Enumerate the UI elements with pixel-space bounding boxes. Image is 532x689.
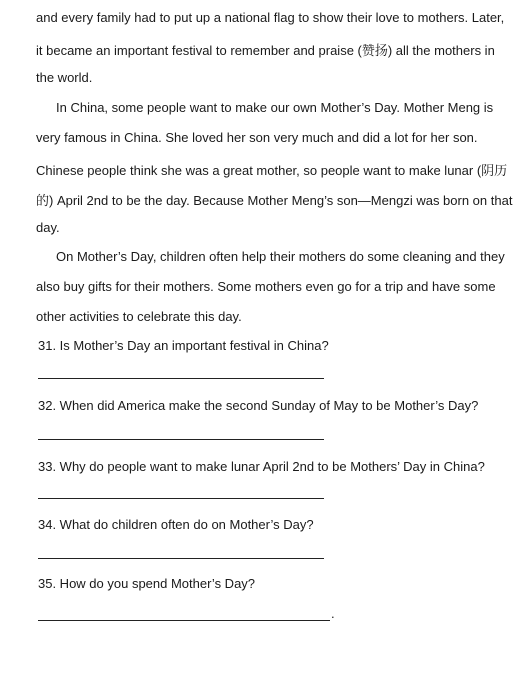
- answer-line-35[interactable]: [38, 620, 330, 621]
- passage-line: also buy gifts for their mothers. Some mothers even go for a trip and have some: [36, 279, 496, 294]
- answer-line-32[interactable]: [38, 439, 324, 440]
- passage-line: it became an important festival to remember and praise (赞扬) all the mothers in: [36, 43, 495, 58]
- question-33: 33. Why do people want to make lunar April 2nd to be Mothers’ Day in China?: [38, 459, 485, 474]
- passage-line: On Mother’s Day, children often help their mothers do some cleaning and they: [56, 249, 505, 264]
- passage-line: day.: [36, 220, 60, 235]
- passage-line: In China, some people want to make our own Mother’s Day. Mother Meng is: [56, 100, 494, 115]
- answer-line-34[interactable]: [38, 558, 324, 559]
- passage-line: Chinese people think she was a great mother, so people want to make lunar (阴历: [36, 163, 508, 178]
- question-32: 32. When did America make the second Sunday of May to be Mother’s Day?: [38, 398, 479, 413]
- answer-period: .: [331, 606, 335, 621]
- passage-line: 的) April 2nd to be the day. Because Mother Meng’s son—Mengzi was born on that: [36, 193, 513, 208]
- passage-line: and every family had to put up a national flag to show their love to mothers. Later,: [36, 10, 505, 25]
- question-34: 34. What do children often do on Mother’s Day?: [38, 517, 314, 532]
- passage-line: very famous in China. She loved her son very much and did a lot for her son.: [36, 130, 478, 145]
- passage-line: the world.: [36, 70, 93, 85]
- question-31: 31. Is Mother’s Day an important festival in China?: [38, 338, 329, 353]
- passage-line: other activities to celebrate this day.: [36, 309, 242, 324]
- question-35: 35. How do you spend Mother’s Day?: [38, 576, 256, 591]
- answer-line-33[interactable]: [38, 498, 324, 499]
- answer-line-31[interactable]: [38, 378, 324, 379]
